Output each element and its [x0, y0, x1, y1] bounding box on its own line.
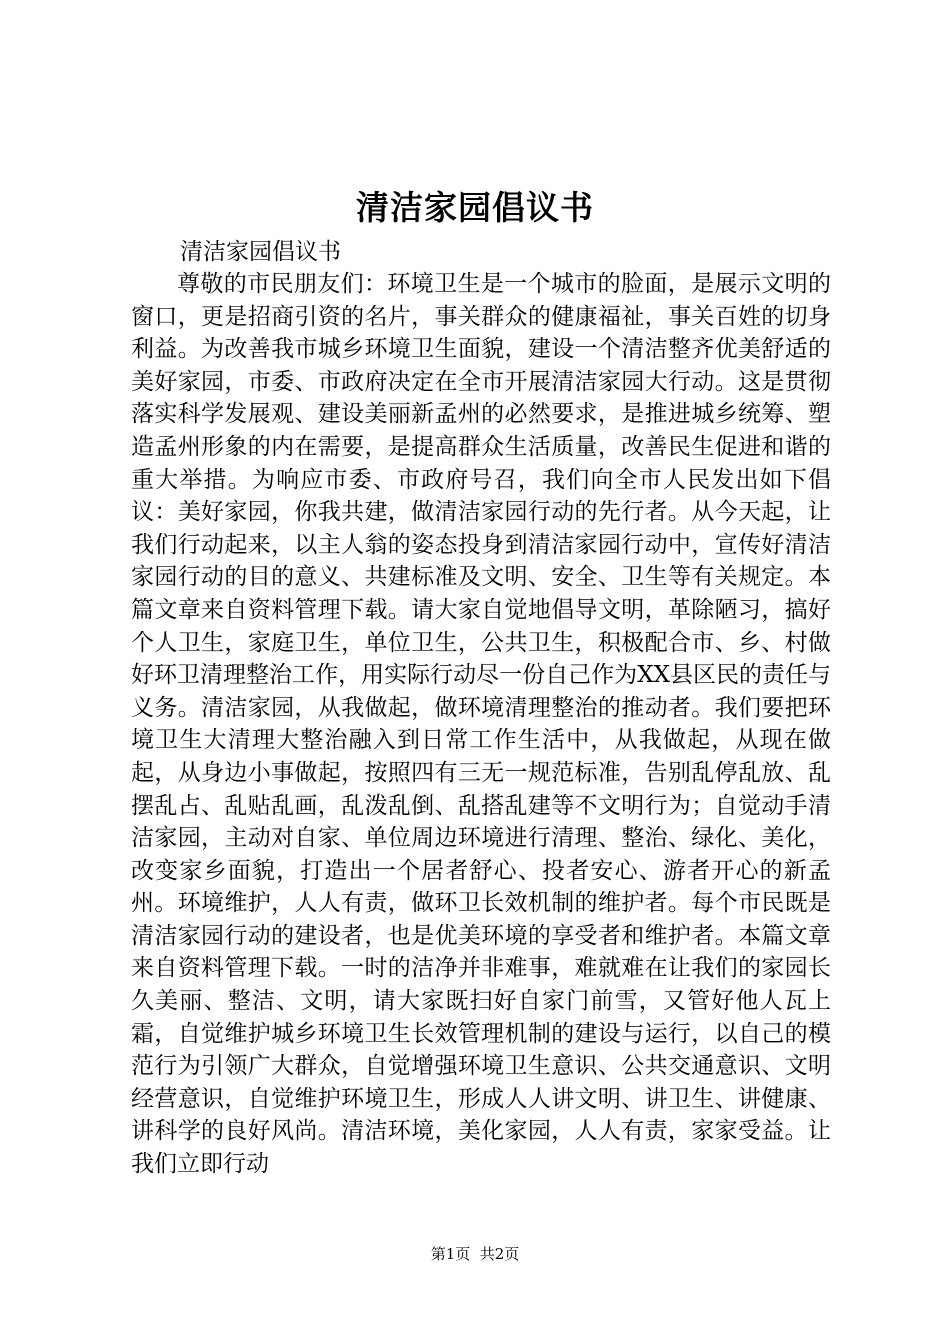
page-footer: 第1页 共2页 — [430, 1245, 520, 1263]
document-title: 清洁家园倡议书 — [356, 188, 594, 227]
document-body: 尊敬的市民朋友们：环境卫生是一个城市的脸面，是展示文明的窗口，更是招商引资的名片，事关群众的健康福祉，事关百姓的切身利益。为改善我市城乡环境卫生面貌，建设一个清洁整齐优美舒适的美好家园，市委、市政府决定在全市开展清洁家园大行动。这是贯彻落实科学发展观、建设美丽新孟州的必然要求，是推进城乡统筹、塑造孟州形象的内在需要，是提高群众生活质量，改善民生促进和谐的重大举措。为响应市委、市政府号召，我们向全市人民发出如下倡议：美好家园，你我共建，做清洁家园行动的先行者。从今天起，让我们行动起来，以主人翁的姿态投身到清洁家园行动中，宣传好清洁家园行动的目的意义、共建标准及文明、安全、卫生等有关规定。本篇文章来自资料管理下载。请大家自觉地倡导文明，革除陋习，搞好个人卫生，家庭卫生，单位卫生，公共卫生，积极配合市、乡、村做好环卫清理整治工作，用实际行动尽一份自己作为XX县区民的责任与义务。清洁家园，从我做起，做环境清理整治的推动者。我们要把环境卫生大清理大整治融入到日常工作生活中，从我做起，从现在做起，从身边小事做起，按照四有三无一规范标准，告别乱停乱放、乱摆乱占、乱贴乱画，乱泼乱倒、乱搭乱建等不文明行为；自觉动手清洁家园，主动对自家、单位周边环境进行清理、整治、绿化、美化，改变家乡面貌，打造出一个居者舒心、投者安心、游者开心的新孟州。环境维护，人人有责，做环卫长效机制的维护者。每个市民既是清洁家园行动的建设者，也是优美环境的享受者和维护者。本篇文章来自资料管理下载。一时的洁净并非难事，难就难在让我们的家园长久美丽、整洁、文明，请大家既扫好自家门前雪，又管好他人瓦上霜，自觉维护城乡环境卫生长效管理机制的建设与运行，以自己的模范行为引领广大群众，自觉增强环境卫生意识、公共交通意识、文明经营意识，自觉维护环境卫生，形成人人讲文明、讲卫生、讲健康、讲科学的良好风尚。清洁环境，美化家园，人人有责，家家受益。让我们立即行动 — [131, 271, 831, 1178]
document-subtitle: 清洁家园倡议书 — [180, 239, 341, 265]
